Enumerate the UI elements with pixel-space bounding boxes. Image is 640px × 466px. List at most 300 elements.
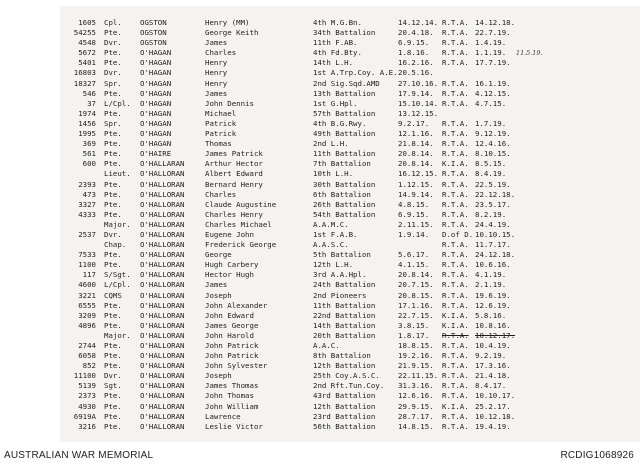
fate-date: 16.1.19. <box>475 78 511 88</box>
unit: A.A.M.C. <box>313 219 349 229</box>
roll-entry <box>60 159 640 169</box>
service-number: 3327 <box>78 199 96 209</box>
archive-footer <box>0 444 640 466</box>
enlistment-date: 18.8.15. <box>398 341 434 350</box>
given-names: Patrick <box>205 129 237 139</box>
record-id: RCDIG1068926 <box>560 450 634 461</box>
fate: R.T.A. <box>442 149 469 159</box>
service-number: 3216 <box>78 421 96 431</box>
roll-entry <box>60 210 640 220</box>
given-names: Thomas <box>205 139 232 149</box>
rank: Pte. <box>104 250 122 260</box>
surname: O'HALLORAN <box>140 189 185 199</box>
service-number: 54255 <box>73 28 96 38</box>
enlistment-date: 20.8.14. <box>398 159 434 169</box>
roll-entry <box>60 412 640 422</box>
rank: Pte. <box>104 199 122 209</box>
fate: R.T.A. <box>442 139 469 149</box>
rank: Pte. <box>104 58 122 68</box>
enlistment-date: 1.8.17. <box>398 330 430 340</box>
fate-date: 8.2.19. <box>475 209 507 219</box>
fate-date: 10.10.17. <box>475 391 516 401</box>
surname: O'HAGAN <box>140 58 172 68</box>
service-number: 117 <box>82 270 96 280</box>
service-number: 600 <box>82 159 96 169</box>
fate-date: 4.7.15. <box>475 98 507 108</box>
given-names: Leslie Victor <box>205 421 263 431</box>
given-names: James Thomas <box>205 381 259 391</box>
given-names: James <box>205 280 228 290</box>
fate-date: 10.12.18. <box>475 411 516 421</box>
given-names: Albert Edward <box>205 169 263 179</box>
unit: 14th L.H. <box>313 58 354 68</box>
rank: L/Cpl. <box>104 98 131 108</box>
rank: Pte. <box>104 260 122 270</box>
fate: R.T.A. <box>442 18 469 27</box>
unit: 1st G.Hpl. <box>313 98 358 108</box>
fate: R.T.A. <box>442 88 469 98</box>
rank: CQMS <box>104 290 122 300</box>
unit: 26th Battalion <box>313 199 376 209</box>
fate-date: 1.1.19. <box>475 48 507 58</box>
surname: O'HALLORAN <box>140 391 185 401</box>
surname: OGSTON <box>140 38 167 48</box>
fate: R.T.A. <box>442 58 469 68</box>
roll-entry <box>60 240 640 250</box>
surname: O'HALLORAN <box>140 351 185 361</box>
enlistment-date: 20.8.14. <box>398 270 434 280</box>
unit: 5th Battalion <box>313 250 371 260</box>
given-names: John Thomas <box>205 391 254 401</box>
fate: K.I.A. <box>442 320 469 330</box>
surname: O'HALLORAN <box>140 280 185 290</box>
fate: R.T.A. <box>442 351 469 361</box>
unit: 56th Battalion <box>313 421 376 431</box>
rank: Pte. <box>104 159 122 169</box>
enlistment-date: 17.1.16. <box>398 300 434 310</box>
fate: R.T.A. <box>442 361 469 371</box>
given-names: Charles <box>205 48 237 58</box>
rank: Pte. <box>104 179 122 189</box>
rank: Pte. <box>104 129 122 139</box>
given-names: John Patrick <box>205 351 259 361</box>
enlistment-date: 29.9.15. <box>398 401 434 411</box>
rank: Dvr. <box>104 38 122 48</box>
fate: R.T.A. <box>442 179 469 189</box>
roll-entry <box>60 361 640 371</box>
given-names: Henry <box>205 58 228 68</box>
surname: O'HALLORAN <box>140 229 185 239</box>
fate-date: 8.5.15. <box>475 159 507 169</box>
rank: L/Cpl. <box>104 280 131 290</box>
unit: 10th L.H. <box>313 169 354 179</box>
unit: 34th Battalion <box>313 28 376 38</box>
unit: 20th Battalion <box>313 330 376 340</box>
given-names: Michael <box>205 108 237 118</box>
rank: Major. <box>104 219 131 229</box>
service-number: 5672 <box>78 48 96 58</box>
roll-entry <box>60 169 640 179</box>
fate: R.T.A. <box>442 260 469 270</box>
service-number: 1456 <box>78 118 96 128</box>
fate: R.T.A. <box>442 209 469 219</box>
service-number: 16803 <box>73 68 96 78</box>
roll-entry <box>60 220 640 230</box>
given-names: James <box>205 88 228 98</box>
service-number: 4896 <box>78 320 96 330</box>
fate-date: 8.4.19. <box>475 169 507 179</box>
fate: R.T.A. <box>442 98 469 108</box>
surname: O'HALLORAN <box>140 290 185 300</box>
roll-entry <box>60 270 640 280</box>
enlistment-date: 12.1.16. <box>398 129 434 139</box>
service-number: 6058 <box>78 351 96 361</box>
fate: K.I.A. <box>442 159 469 169</box>
roll-entry <box>60 301 640 311</box>
fate-date: 1.7.19. <box>475 118 507 128</box>
rank: Spr. <box>104 78 122 88</box>
fate-date: 23.5.17. <box>475 199 511 209</box>
fate: R.T.A. <box>442 199 469 209</box>
unit: 1st F.A.B. <box>313 229 358 239</box>
fate-date: 19.6.19. <box>475 290 511 300</box>
enlistment-date: 14.8.15. <box>398 421 434 431</box>
rank: Pte. <box>104 189 122 199</box>
enlistment-date: 1.8.16. <box>398 48 430 58</box>
given-names: John William <box>205 401 259 411</box>
surname: O'HALLORAN <box>140 300 185 310</box>
roll-entry <box>60 109 640 119</box>
surname: O'HALLORAN <box>140 240 185 250</box>
service-number: 2373 <box>78 391 96 401</box>
rank: Pte. <box>104 310 122 320</box>
unit: 3rd A.A.Hpl. <box>313 270 367 280</box>
service-number: 2537 <box>78 229 96 239</box>
unit: 12th L.H. <box>313 260 354 270</box>
enlistment-date: 4.8.15. <box>398 199 430 209</box>
fate: R.T.A. <box>442 300 469 310</box>
surname: O'HAGAN <box>140 118 172 128</box>
fate-date: 21.4.18. <box>475 371 511 381</box>
rank: Pte. <box>104 411 122 421</box>
fate: R.T.A. <box>442 280 469 290</box>
given-names: James George <box>205 320 259 330</box>
surname: O'HALLORAN <box>140 219 185 229</box>
fate-date: 4.12.15. <box>475 88 511 98</box>
roll-entry <box>60 58 640 68</box>
roll-entry <box>60 68 640 78</box>
enlistment-date: 16.12.15. <box>398 169 439 179</box>
fate-date: 10.12.17. <box>475 330 516 340</box>
unit: 4th M.G.Bn. <box>313 18 362 27</box>
surname: O'HALLORAN <box>140 169 185 179</box>
given-names: Henry (MM) <box>205 18 250 27</box>
enlistment-date: 20.7.15. <box>398 280 434 290</box>
surname: O'HALLORAN <box>140 330 185 340</box>
roll-entry <box>60 48 640 58</box>
fate-date: 14.12.18. <box>475 18 516 27</box>
fate: R.T.A. <box>442 270 469 280</box>
fate: R.T.A. <box>442 28 469 38</box>
unit: 2nd Sig.Sqd.AMD <box>313 78 380 88</box>
enlistment-date: 20.4.18. <box>398 28 434 38</box>
fate: R.T.A. <box>442 219 469 229</box>
enlistment-date: 12.6.16. <box>398 391 434 401</box>
given-names: Bernard Henry <box>205 179 263 189</box>
enlistment-date: 6.9.15. <box>398 209 430 219</box>
service-number: 546 <box>82 88 96 98</box>
unit: 12th Battalion <box>313 401 376 411</box>
fate: R.T.A. <box>442 48 469 58</box>
fate: R.T.A. <box>442 38 469 48</box>
rank: Major. <box>104 330 131 340</box>
surname: O'HALLORAN <box>140 401 185 411</box>
fate: R.T.A. <box>442 169 469 179</box>
fate: R.T.A. <box>442 381 469 391</box>
service-number: 2744 <box>78 341 96 350</box>
given-names: Henry <box>205 78 228 88</box>
roll-entry <box>60 89 640 99</box>
surname: O'HALLORAN <box>140 270 185 280</box>
service-number: 561 <box>82 149 96 159</box>
roll-entry <box>60 190 640 200</box>
rank: Pte. <box>104 300 122 310</box>
given-names: Hector Hugh <box>205 270 254 280</box>
fate-date: 10.10.15. <box>475 229 516 239</box>
surname: O'HALLORAN <box>140 381 185 391</box>
fate-date: 9.12.19. <box>475 129 511 139</box>
rank: Chap. <box>104 240 127 250</box>
enlistment-date: 22.11.15. <box>398 371 439 381</box>
surname: O'HALLORAN <box>140 411 185 421</box>
roll-entry <box>60 149 640 159</box>
unit: 11th Battalion <box>313 149 376 159</box>
unit: 57th Battalion <box>313 108 376 118</box>
unit: 25th Coy.A.S.C. <box>313 371 380 381</box>
unit: 8th Battalion <box>313 351 371 361</box>
enlistment-date: 5.6.17. <box>398 250 430 260</box>
given-names: Claude Augustine <box>205 199 277 209</box>
fate: K.I.A. <box>442 401 469 411</box>
fate: R.T.A. <box>442 330 469 340</box>
rank: Pte. <box>104 341 122 350</box>
roll-entry <box>60 230 640 240</box>
enlistment-date: 9.2.17. <box>398 118 430 128</box>
surname: O'HALLORAN <box>140 199 185 209</box>
fate: R.T.A. <box>442 118 469 128</box>
fate-date: 17.3.16. <box>475 361 511 371</box>
service-number: 1100 <box>78 260 96 270</box>
roll-entry <box>60 99 640 109</box>
unit: 4th B.G.Rwy. <box>313 118 367 128</box>
given-names: George Keith <box>205 28 259 38</box>
fate-date: 5.8.16. <box>475 310 507 320</box>
surname: O'HALLORAN <box>140 371 185 381</box>
enlistment-date: 14.12.14. <box>398 18 439 27</box>
rank: Pte. <box>104 139 122 149</box>
unit: 6th Battalion <box>313 189 371 199</box>
fate-date: 8.10.15. <box>475 149 511 159</box>
unit: 1st A.Trp.Coy. A.E. <box>313 68 398 78</box>
surname: O'HALLORAN <box>140 361 185 371</box>
service-number: 4333 <box>78 209 96 219</box>
unit: A.A.C. <box>313 341 340 350</box>
unit: 24th Battalion <box>313 280 376 290</box>
enlistment-date: 28.7.17. <box>398 411 434 421</box>
given-names: John Harold <box>205 330 254 340</box>
surname: O'HAGAN <box>140 139 172 149</box>
roll-entry <box>60 422 640 432</box>
rank: Dvr. <box>104 68 122 78</box>
surname: O'HALLORAN <box>140 421 185 431</box>
fate-date: 10.8.16. <box>475 320 511 330</box>
enlistment-date: 21.8.14. <box>398 139 434 149</box>
enlistment-date: 16.2.16. <box>398 58 434 68</box>
enlistment-date: 31.3.16. <box>398 381 434 391</box>
service-number: 4600 <box>78 280 96 290</box>
given-names: John Alexander <box>205 300 268 310</box>
roll-entry <box>60 351 640 361</box>
given-names: Eugene John <box>205 229 254 239</box>
service-number: 6919A <box>73 411 96 421</box>
surname: O'HAIRE <box>140 149 172 159</box>
surname: O'HALLORAN <box>140 341 185 350</box>
enlistment-date: 20.8.15. <box>398 290 434 300</box>
unit: 23rd Battalion <box>313 411 376 421</box>
roll-entry <box>60 38 640 48</box>
rank: Pte. <box>104 401 122 411</box>
unit: 2nd L.H. <box>313 139 349 149</box>
given-names: James Patrick <box>205 149 263 159</box>
fate-date: 10.4.19. <box>475 341 511 350</box>
unit: 2nd Rft.Tun.Coy. <box>313 381 385 391</box>
surname: O'HAGAN <box>140 129 172 139</box>
enlistment-date: 27.10.16. <box>398 78 439 88</box>
roll-entry <box>60 129 640 139</box>
rank: Pte. <box>104 48 122 58</box>
enlistment-date: 22.7.15. <box>398 310 434 320</box>
roll-entry <box>60 119 640 129</box>
roll-entry <box>60 402 640 412</box>
unit: A.A.S.C. <box>313 240 349 250</box>
service-number: 2393 <box>78 179 96 189</box>
unit: 49th Battalion <box>313 129 376 139</box>
given-names: James <box>205 38 228 48</box>
rank: Sgt. <box>104 381 122 391</box>
fate-date: 22.7.19. <box>475 28 511 38</box>
surname: O'HALLORAN <box>140 310 185 320</box>
roll-entry <box>60 180 640 190</box>
unit: 22nd Battalion <box>313 310 376 320</box>
service-number: 4548 <box>78 38 96 48</box>
fate-date: 24.12.18. <box>475 250 516 260</box>
surname: O'HAGAN <box>140 78 172 88</box>
given-names: John Patrick <box>205 341 259 350</box>
rank: Pte. <box>104 391 122 401</box>
surname: OGSTON <box>140 28 167 38</box>
roll-entry <box>60 250 640 260</box>
given-names: Frederick George <box>205 240 277 250</box>
fate: R.T.A. <box>442 189 469 199</box>
surname: O'HAGAN <box>140 108 172 118</box>
enlistment-date: 15.10.14. <box>398 98 439 108</box>
service-number: 3209 <box>78 310 96 320</box>
fate-date: 24.4.19. <box>475 219 511 229</box>
fate-date: 2.1.19. <box>475 280 507 290</box>
fate: K.I.A. <box>442 310 469 320</box>
roll-entry <box>60 18 640 28</box>
service-number: 1974 <box>78 108 96 118</box>
roll-entry <box>60 371 640 381</box>
unit: 2nd Pioneers <box>313 290 367 300</box>
fate: R.T.A. <box>442 78 469 88</box>
given-names: George <box>205 250 232 260</box>
roll-entry <box>60 381 640 391</box>
fate: R.T.A. <box>442 240 469 250</box>
rank: Cpl. <box>104 18 122 27</box>
service-number: 6555 <box>78 300 96 310</box>
roll-entry <box>60 200 640 210</box>
rank: Dvr. <box>104 229 122 239</box>
roll-entry <box>60 79 640 89</box>
fate: R.T.A. <box>442 290 469 300</box>
surname: O'HALLARAN <box>140 159 185 169</box>
service-number: 7533 <box>78 250 96 260</box>
rank: Lieut. <box>104 169 131 179</box>
service-number: 1605 <box>78 18 96 27</box>
unit: 54th Battalion <box>313 209 376 219</box>
fate-date: 22.12.18. <box>475 189 516 199</box>
enlistment-date: 20.5.16. <box>398 68 434 78</box>
fate: R.T.A. <box>442 341 469 350</box>
roll-entry <box>60 280 640 290</box>
archive-name: AUSTRALIAN WAR MEMORIAL <box>4 450 154 461</box>
roll-entry <box>60 311 640 321</box>
service-number: 37 <box>87 98 96 108</box>
unit: 7th Battalion <box>313 159 371 169</box>
unit: 13th Battalion <box>313 88 376 98</box>
rank: Pte. <box>104 88 122 98</box>
unit: 30th Battalion <box>313 179 376 189</box>
enlistment-date: 14.9.14. <box>398 189 434 199</box>
given-names: Joseph <box>205 290 232 300</box>
service-number: 5401 <box>78 58 96 68</box>
rank: Pte. <box>104 361 122 371</box>
service-number: 18327 <box>73 78 96 88</box>
unit: 11th F.AB. <box>313 38 358 48</box>
rank: S/Sgt. <box>104 270 131 280</box>
rank: Pte. <box>104 149 122 159</box>
service-number: 852 <box>82 361 96 371</box>
rank: Pte. <box>104 28 122 38</box>
fate-date: 8.4.17. <box>475 381 507 391</box>
fate-date: 9.2.19. <box>475 351 507 361</box>
service-number: 11100 <box>73 371 96 381</box>
unit: 4th Fd.Bty. <box>313 48 362 58</box>
rank: Pte. <box>104 320 122 330</box>
given-names: Hugh Carbery <box>205 260 259 270</box>
unit: 43rd Battalion <box>313 391 376 401</box>
surname: O'HALLORAN <box>140 209 185 219</box>
rank: Pte. <box>104 108 122 118</box>
roll-entry <box>60 139 640 149</box>
fate-date: 17.7.19. <box>475 58 511 68</box>
given-names: Joseph <box>205 371 232 381</box>
enlistment-date: 2.11.15. <box>398 219 434 229</box>
service-number: 4930 <box>78 401 96 411</box>
fate-date: 19.4.19. <box>475 421 511 431</box>
unit: 12th Battalion <box>313 361 376 371</box>
